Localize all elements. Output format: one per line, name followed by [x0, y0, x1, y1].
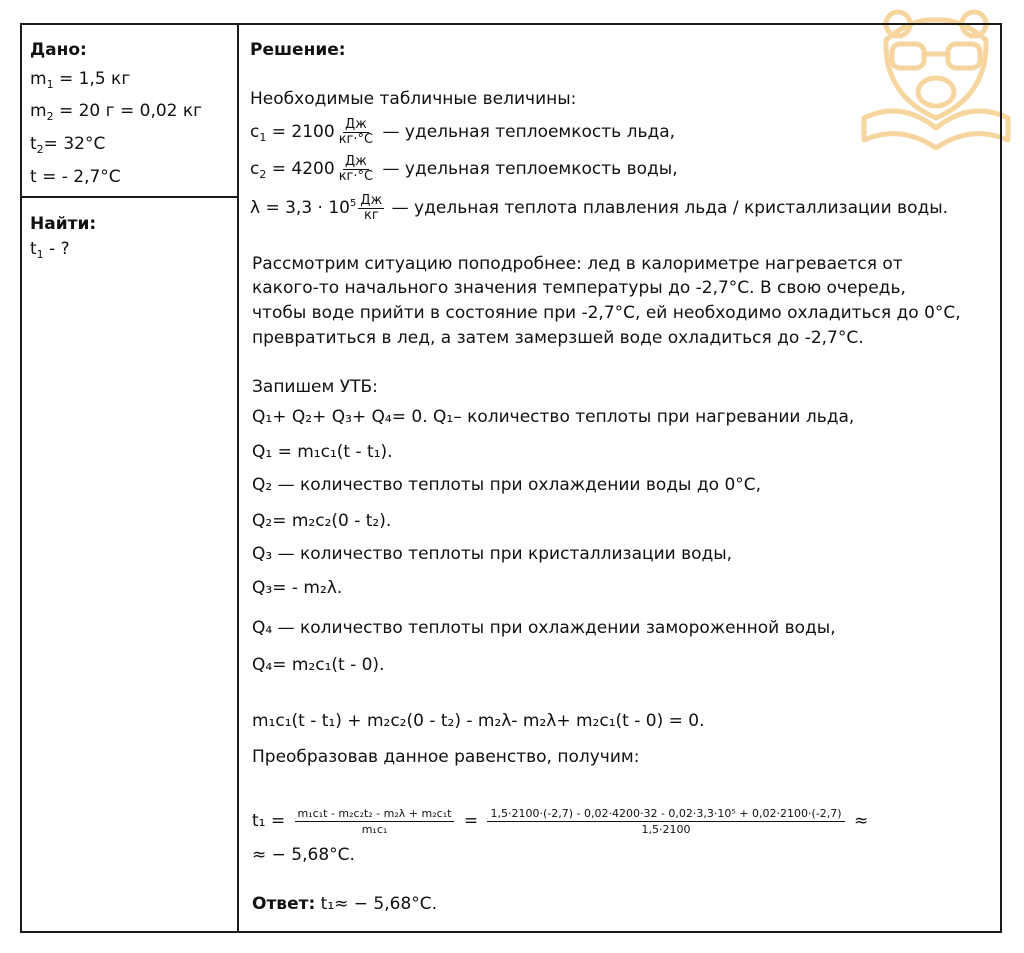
solution-table	[20, 23, 1002, 933]
answer-value: t₁≈ − 5,68°C.	[320, 894, 438, 914]
lambda-line: $\lambda = 3,3 \cdot 10^5$ $\frac{Дж}{кг}$ — удельная теплота плавления льда / кристаллизации воды.	[250, 192, 949, 223]
c2-line: $c_2 = 4200$ $\frac{Дж}{кг\cdot^\circ C}$ — удельная теплоемкость воды,	[250, 153, 678, 184]
analysis-line-1: Рассмотрим ситуацию поподробнее: лед в калориметре нагревается от	[252, 254, 903, 274]
given-t2: $t_2= 32^\circ C$	[30, 134, 106, 156]
analysis-line-2: какого-то начального значения температуры до -2,7°C. В свою очередь,	[252, 278, 906, 298]
eq-line-5: Q₃ — количество теплоты при кристаллизации воды,	[252, 544, 733, 564]
utb-title: Запишем УТБ:	[252, 377, 378, 397]
table-title: Необходимые табличные величины:	[250, 89, 577, 109]
given-title: Дано:	[30, 40, 87, 60]
eq-line-1: Q₁+ Q₂+ Q₃+ Q₄= 0. Q₁– количество теплоты при нагревании льда,	[252, 407, 855, 427]
answer-line	[252, 894, 437, 914]
analysis-line-3: чтобы воде прийти в состояние при -2,7°C, ей необходимо охладиться до 0°C,	[252, 303, 961, 323]
numeric-fraction: 1,5·2100·(-2,7) - 0,02·4200·32 - 0,02·3,3·10⁵ + 0,02·2100·(-2,7) 1,5·2100	[487, 806, 844, 837]
given-t: t = - 2,7°C	[30, 167, 121, 187]
eq-line-6: Q₃= - m₂λ.	[252, 578, 343, 598]
t1-formula: t₁ = $\frac{\text{m₁c₁t - m₂c₂t₂ - m₂λ + m₂c₁t}}{\text{m₁c₁}}$ = 1,5·2100·(-2,7) - 0,02·4200·32 - 0,02·3,3·10⁵ + 0,02·2100·(-2,7) 1,5·2100 ≈	[252, 806, 869, 836]
eq-line-4: Q₂= m₂c₂(0 - t₂).	[252, 511, 392, 531]
left-column	[22, 25, 239, 931]
given-m1: $m_1 = 1,5$ кг	[30, 69, 131, 91]
solution-title: Решение:	[250, 40, 346, 60]
balance-equation: m₁c₁(t - t₁) + m₂c₂(0 - t₂) - m₂λ- m₂λ+ m₂c₁(t - 0) = 0.	[252, 711, 705, 731]
symbolic-fraction: $\frac{\text{m₁c₁t - m₂c₂t₂ - m₂λ + m₂c₁t}}{\text{m₁c₁}}$	[295, 806, 455, 837]
transform-text: Преобразовав данное равенство, получим:	[252, 747, 640, 767]
answer-label: Ответ:	[252, 894, 316, 914]
eq-line-7: Q₄ — количество теплоты при охлаждении замороженной воды,	[252, 618, 836, 638]
eq-line-2: Q₁ = m₁c₁(t - t₁).	[252, 442, 393, 462]
result-line: ≈ − 5,68°C.	[252, 845, 355, 865]
c1-line: $c_1 = 2100$ $\frac{Дж}{кг\cdot^\circ C}$ — удельная теплоемкость льда,	[250, 116, 676, 147]
find-title: Найти:	[30, 214, 97, 234]
analysis-line-4: превратиться в лед, а затем замерзшей воде охладиться до -2,7°C.	[252, 328, 864, 348]
given-section	[22, 25, 237, 198]
eq-line-8: Q₄= m₂c₁(t - 0).	[252, 655, 385, 675]
given-m2: $m_2 = 20$ г = 0,02 кг	[30, 101, 203, 123]
find-item: $t_1$ - ?	[30, 239, 70, 261]
eq-line-3: Q₂ — количество теплоты при охлаждении воды до 0°C,	[252, 475, 762, 495]
